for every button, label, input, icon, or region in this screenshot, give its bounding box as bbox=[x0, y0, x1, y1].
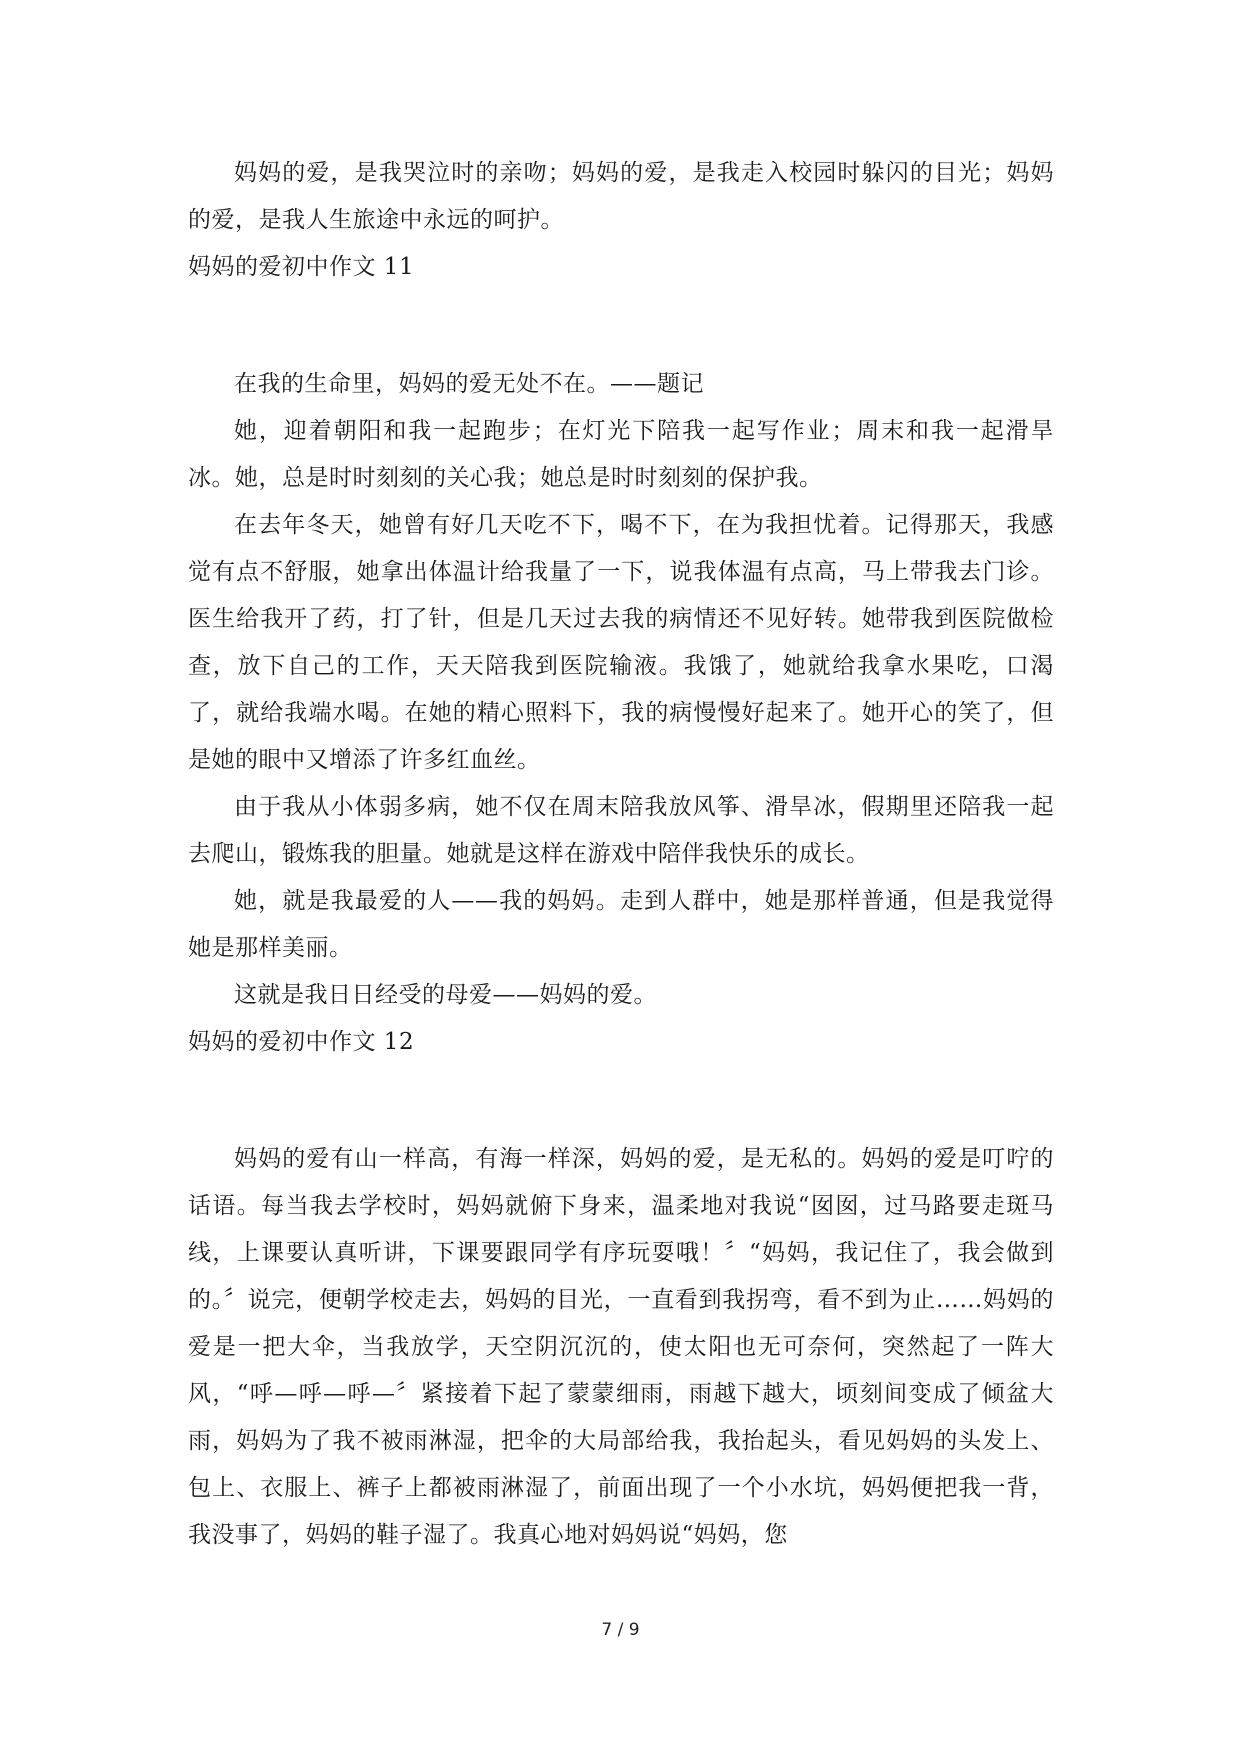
paragraph: 她，就是我最爱的人——我的妈妈。走到人群中，她是那样普通，但是我觉得她是那样美丽。 bbox=[188, 888, 1054, 961]
paragraph: 这就是我日日经受的母爱——妈妈的爱。 bbox=[234, 982, 657, 1008]
spacer bbox=[188, 1066, 1054, 1136]
spacer bbox=[188, 291, 1054, 361]
paragraph: 妈妈的爱，是我哭泣时的亲吻；妈妈的爱，是我走入校园时躲闪的目光；妈妈的爱，是我人生旅途中永远的呵护。 bbox=[188, 160, 1054, 233]
paragraph: 在去年冬天，她曾有好几天吃不下，喝不下，在为我担忧着。记得那天，我感觉有点不舒服，她拿出体温计给我量了一下，说我体温有点高，马上带我去门诊。医生给我开了药，打了针，但是几天过去我的病情还不见好转。她带我到医院做检查，放下自己的工作，天天陪我到医院输液。我饿了，她就给我拿水果吃，口渴了，就给我端水喝。在她的精心照料下，我的病慢慢好起来了。她开心的笑了，但是她的眼中又增添了许多红血丝。 bbox=[188, 512, 1054, 773]
paragraph: 妈妈的爱有山一样高，有海一样深，妈妈的爱，是无私的。妈妈的爱是叮咛的话语。每当我去学校时，妈妈就俯下身来，温柔地对我说“囡囡，过马路要走斑马线，上课要认真听讲，下课要跟同学有序玩耍哦！〞“妈妈，我记住了，我会做到的。〞说完，便朝学校走去，妈妈的目光，一直看到我拐弯，看不到为止……妈妈的爱是一把大伞，当我放学，天空阴沉沉的，使太阳也无可奈何，突然起了一阵大风，“呼—呼—呼—〞紧接着下起了蒙蒙细雨，雨越下越大，顷刻间变成了倾盆大雨，妈妈为了我不被雨淋湿，把伞的大局部给我，我抬起头，看见妈妈的头发上、包上、衣服上、裤子上都被雨淋湿了，前面出现了一个小水坑，妈妈便把我一背，我没事了，妈妈的鞋子湿了。我真心地对妈妈说“妈妈，您 bbox=[188, 1146, 1054, 1548]
document-body bbox=[188, 150, 1054, 1559]
page-number: 7 / 9 bbox=[601, 1620, 640, 1640]
paragraph: 在我的生命里，妈妈的爱无处不在。——题记 bbox=[234, 371, 704, 397]
paragraph: 她，迎着朝阳和我一起跑步；在灯光下陪我一起写作业；周末和我一起滑旱冰。她，总是时时刻刻的关心我；她总是时时刻刻的保护我。 bbox=[188, 418, 1054, 491]
essay-title: 妈妈的爱初中作文 11 bbox=[188, 254, 415, 280]
essay-title: 妈妈的爱初中作文 12 bbox=[188, 1029, 415, 1055]
paragraph: 由于我从小体弱多病，她不仅在周末陪我放风筝、滑旱冰，假期里还陪我一起去爬山，锻炼我的胆量。她就是这样在游戏中陪伴我快乐的成长。 bbox=[188, 794, 1054, 867]
